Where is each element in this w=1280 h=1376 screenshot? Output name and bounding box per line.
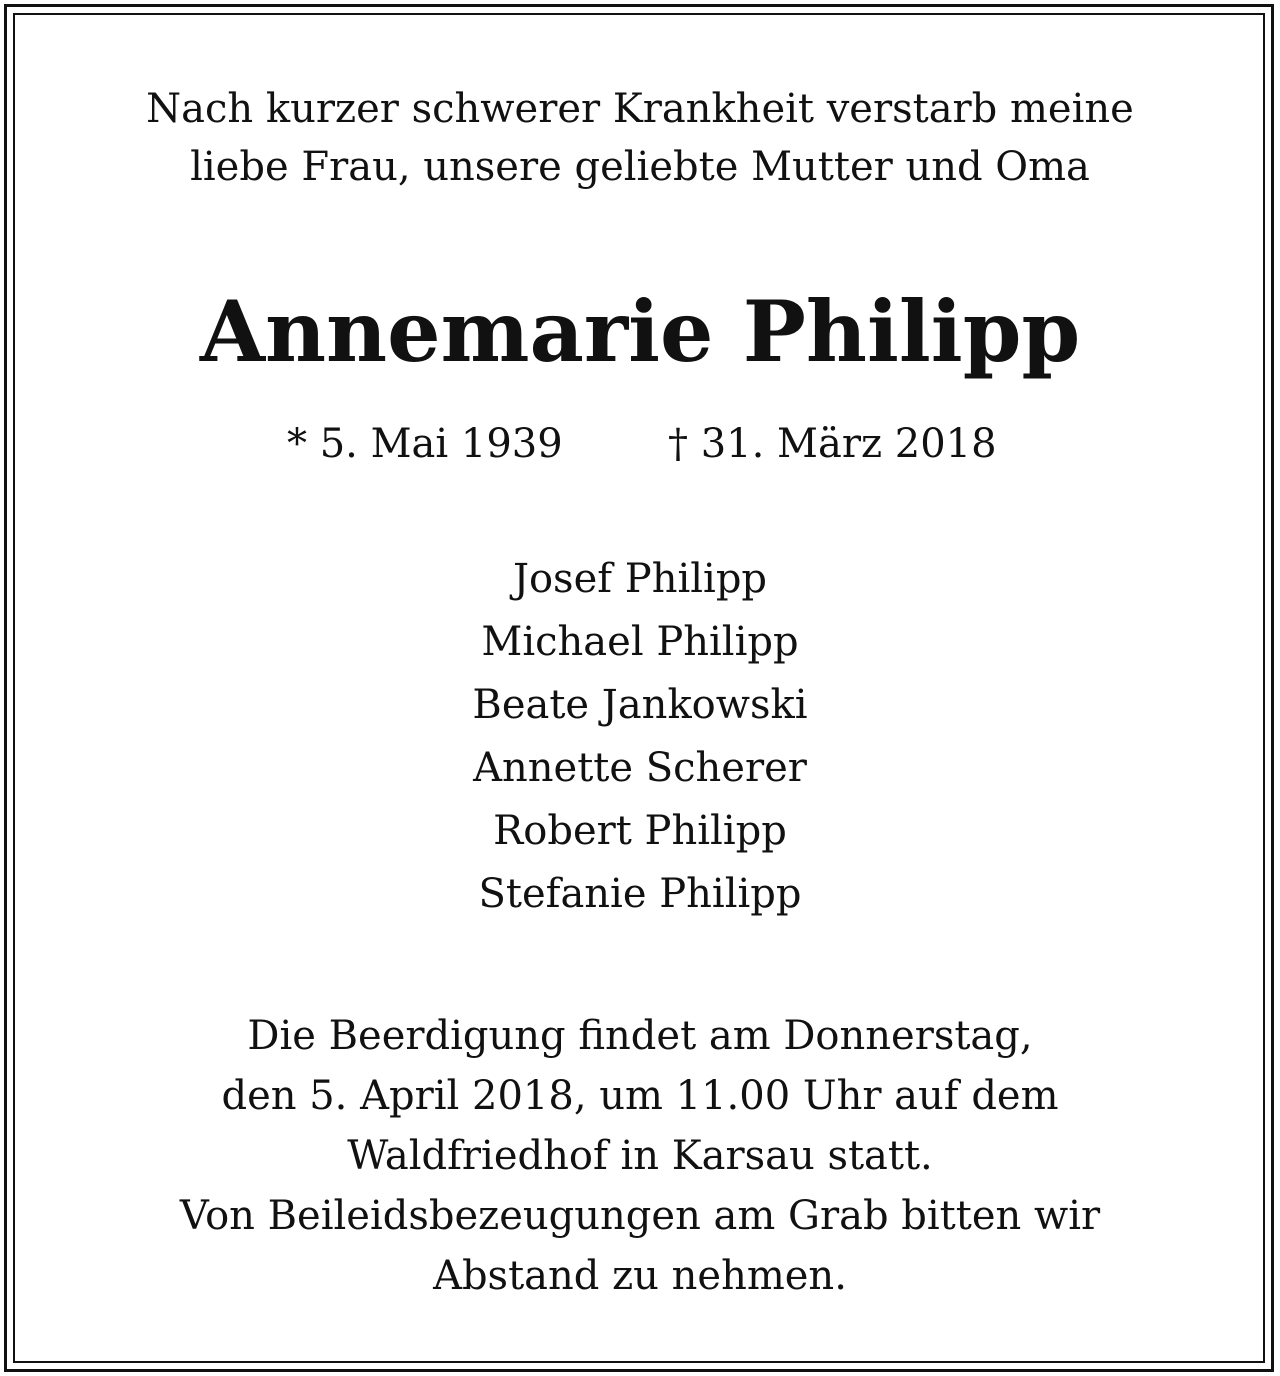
funeral-line: Die Beerdigung findet am Donnerstag, [247, 1013, 1033, 1059]
birth-date: * 5. Mai 1939 [287, 421, 563, 467]
life-dates [0, 414, 1280, 474]
funeral-line: den 5. April 2018, um 11.00 Uhr auf dem [221, 1073, 1059, 1119]
mourners-list [0, 548, 1280, 926]
mourner-name: Stefanie Philipp [478, 871, 802, 917]
mourner-name: Beate Jankowski [472, 682, 808, 728]
mourner-name: Michael Philipp [481, 619, 799, 665]
intro-line: liebe Frau, unsere geliebte Mutter und Oma [190, 144, 1090, 190]
funeral-line: Abstand zu nehmen. [433, 1253, 847, 1299]
intro-text [0, 80, 1280, 196]
death-date: † 31. März 2018 [668, 421, 997, 467]
funeral-line: Waldfriedhof in Karsau statt. [347, 1133, 933, 1179]
mourner-name: Robert Philipp [493, 808, 787, 854]
mourner-name: Josef Philipp [512, 556, 768, 602]
deceased-name: Annemarie Philipp [199, 282, 1081, 381]
mourner-name: Annette Scherer [473, 745, 807, 791]
funeral-info [0, 1006, 1280, 1306]
funeral-line: Von Beileidsbezeugungen am Grab bitten wir [179, 1193, 1101, 1239]
intro-line: Nach kurzer schwerer Krankheit verstarb meine [146, 86, 1134, 132]
